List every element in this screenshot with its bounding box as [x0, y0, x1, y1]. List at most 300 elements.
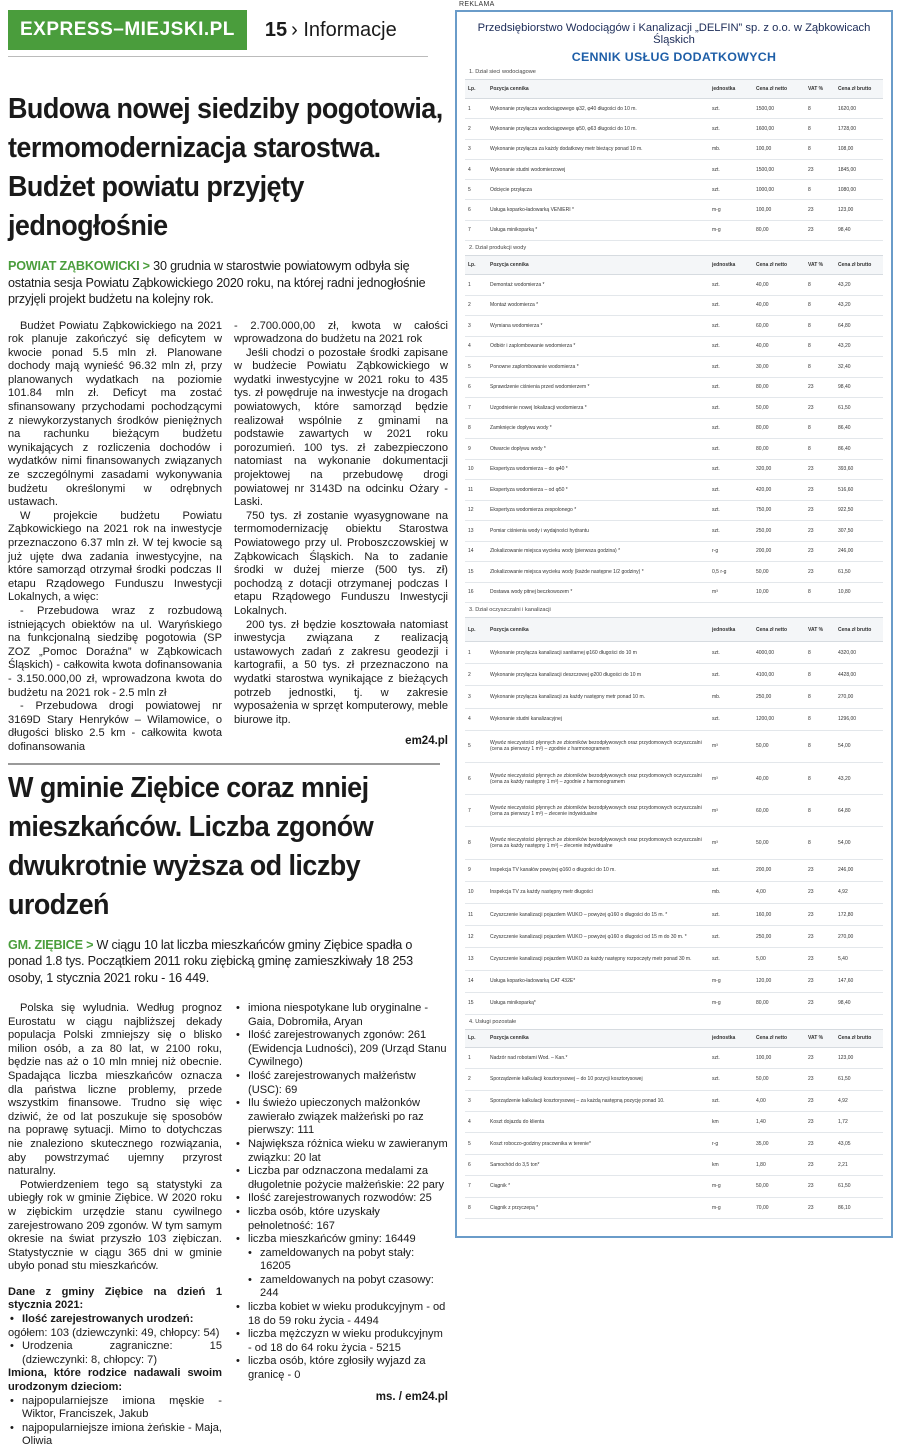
table-cell: 6 — [465, 763, 487, 795]
price-section-title: 1. Dział sieci wodociągowe — [465, 69, 883, 75]
table-cell: 23 — [805, 1047, 835, 1068]
table-cell: 13 — [465, 521, 487, 542]
stats-list — [234, 1002, 448, 1247]
table-cell: 10,00 — [753, 582, 805, 603]
table-row — [465, 180, 883, 200]
table-cell: 40,00 — [753, 336, 805, 357]
table-cell: 23 — [805, 398, 835, 419]
table-cell: 8 — [805, 439, 835, 460]
table-cell: 23 — [805, 970, 835, 992]
table-row — [465, 562, 883, 583]
table-cell: 100,00 — [753, 139, 805, 159]
table-cell: 98,40 — [835, 377, 883, 398]
table-cell: szt. — [709, 119, 753, 139]
table-cell: 8 — [805, 763, 835, 795]
table-cell: 11 — [465, 480, 487, 501]
table-cell: 8 — [805, 119, 835, 139]
table-row — [465, 480, 883, 501]
ad-title: CENNIK USŁUG DODATKOWYCH — [465, 50, 883, 64]
table-cell: Usługa koparko-ładowarką CAT 432E* — [487, 970, 709, 992]
table-cell: mb. — [709, 686, 753, 708]
table-cell: 1 — [465, 275, 487, 296]
column-header: Cena zł brutto — [835, 256, 883, 275]
table-cell: 8 — [805, 275, 835, 296]
list-item: • liczba mężczyzn w wieku produkcyjnym - od 18 do 64 roku życia - 5215 — [234, 1328, 448, 1355]
table-cell: Czyszczenie kanalizacji pojazdem WUKO – powyżej φ160 o długości do 15 m. * — [487, 903, 709, 925]
table-cell: 14 — [465, 541, 487, 562]
table-cell: 10,80 — [835, 582, 883, 603]
column-header: VAT % — [805, 80, 835, 99]
lead-text: 30 grudnia w starostwie powiatowym odbyła się ostatnia sesja Powiatu Ząbkowickiego 2020 roku, na której radni jednogłośnie przyjęli projekt budżetu na kolejny rok. — [8, 259, 425, 306]
table-row — [465, 521, 883, 542]
table-cell: 200,00 — [753, 859, 805, 881]
table-row — [465, 336, 883, 357]
table-cell: Ekspertyza wodomierza – od φ50 * — [487, 480, 709, 501]
table-cell: 23 — [805, 1154, 835, 1175]
table-cell: Wykonanie studni wodomierzowej — [487, 159, 709, 179]
table-cell: m-g — [709, 220, 753, 240]
column-header: jednostka — [709, 1029, 753, 1047]
table-cell: Ciągnik * — [487, 1176, 709, 1197]
table-cell: 23 — [805, 903, 835, 925]
table-cell: szt. — [709, 159, 753, 179]
ad-company: Przedsiębiorstwo Wodociągów i Kanalizacji „DELFIN” sp. z o.o. w Ząbkowicach Śląskich — [465, 22, 883, 46]
table-cell: mb. — [709, 139, 753, 159]
table-cell: 420,00 — [753, 480, 805, 501]
table-cell: r-g — [709, 1133, 753, 1154]
table-cell: Nadzór nad robotami Wod. – Kan.* — [487, 1047, 709, 1068]
table-cell: 270,00 — [835, 686, 883, 708]
table-row — [465, 1112, 883, 1133]
table-cell: 1 — [465, 99, 487, 119]
table-cell: 5 — [465, 730, 487, 762]
table-cell: 2 — [465, 664, 487, 686]
table-cell: 23 — [805, 541, 835, 562]
column-header: Pozycja cennika — [487, 80, 709, 99]
table-row — [465, 357, 883, 378]
table-cell: 60,00 — [753, 316, 805, 337]
table-row — [465, 418, 883, 439]
column-header: Cena zł netto — [753, 256, 805, 275]
table-cell: 8 — [805, 180, 835, 200]
table-row — [465, 903, 883, 925]
table-cell: 2 — [465, 119, 487, 139]
table-cell: 54,00 — [835, 827, 883, 859]
table-cell: 23 — [805, 562, 835, 583]
table-cell: 3 — [465, 1090, 487, 1111]
article-budget — [8, 90, 448, 755]
table-cell: szt. — [709, 926, 753, 948]
table-row — [465, 1133, 883, 1154]
table-cell: 147,60 — [835, 970, 883, 992]
table-cell: 8 — [805, 357, 835, 378]
table-cell: 7 — [465, 1176, 487, 1197]
table-cell: 9 — [465, 439, 487, 460]
column-header: jednostka — [709, 80, 753, 99]
table-cell: 8 — [805, 664, 835, 686]
column-header: VAT % — [805, 1029, 835, 1047]
table-cell: Wymiana wodomierza * — [487, 316, 709, 337]
headline-line: termomodernizacja starostwa. — [8, 129, 445, 168]
table-cell: 8 — [465, 1197, 487, 1218]
table-cell: 7 — [465, 220, 487, 240]
column-header: Cena zł brutto — [835, 80, 883, 99]
article-kicker: GM. ZIĘBICE > — [8, 938, 93, 952]
price-section-title: 3. Dział oczyszczalni i kanalizacji — [465, 607, 883, 613]
table-cell: 23 — [805, 1176, 835, 1197]
list-item: • Liczba par odznaczona medalami za długoletnie pożycie małżeńskie: 22 pary — [234, 1165, 448, 1192]
table-cell: 3 — [465, 686, 487, 708]
column-header: Pozycja cennika — [487, 618, 709, 642]
header-rule — [8, 56, 428, 57]
table-header-row — [465, 618, 883, 642]
table-row — [465, 992, 883, 1014]
table-cell: Wywóz nieczystości płynnych ze zbiorników bezodpływowych oraz przydomowych oczyszczalni (cena za pierwszy 1 m³) – zlecenie indywidualne — [487, 795, 709, 827]
table-cell: szt. — [709, 275, 753, 296]
table-cell: 1500,00 — [753, 99, 805, 119]
table-cell: km — [709, 1154, 753, 1175]
column-header: Lp. — [465, 1029, 487, 1047]
table-cell: Czyszczenie kanalizacji pojazdem WUKO – powyżej φ160 o długości od 15 m do 30 m. * — [487, 926, 709, 948]
table-cell: 750,00 — [753, 500, 805, 521]
table-cell: 1,72 — [835, 1112, 883, 1133]
table-cell: 6 — [465, 1154, 487, 1175]
table-cell: m³ — [709, 763, 753, 795]
list-item: • imiona niespotykane lub oryginalne - Gaia, Dobromiła, Aryan — [234, 1002, 448, 1029]
table-cell: 23 — [805, 159, 835, 179]
table-row — [465, 642, 883, 664]
table-cell: 922,50 — [835, 500, 883, 521]
table-cell: 4,00 — [753, 1090, 805, 1111]
paragraph: Jeśli chodzi o pozostałe środki zapisane w budżecie Powiatu Ząbkowickiego w wydatki inwestycyjne w 2021 roku to 435 tys. zł powędruje na inwestycje na drogach powiatowych, które samorząd będzie realizował wspólnie z gminami na podstawie zawartych w 2021 roku porozumień. 100 tys. zł zabezpieczono natomiast na wykonanie dokumentacji projektowej na przebudowę drogi powiatowej nr 3143D na odcinku Ożary - Laski. — [234, 347, 448, 510]
names-heading: Imiona, które rodzice nadawali swoim urodzonym dzieciom: — [8, 1367, 222, 1394]
paragraph: 750 tys. zł zostanie wyasygnowane na termomodernizację obiektu Starostwa Powiatowego przy ul. Proboszczowskiej w Ząbkowicach Śląskich. Na to zadanie środki w dużej mierze (500 tys. zł) pochodzą z dotacji otrzymanej podczas I etapu Rządowego Funduszu Inwestycji Lokalnych. — [234, 510, 448, 619]
table-row — [465, 730, 883, 762]
list-item: • liczba osób, które uzyskały pełnoletność: 167 — [234, 1206, 448, 1233]
headline-line: Budowa nowej siedziby pogotowia, — [8, 90, 445, 129]
table-cell: 1600,00 — [753, 119, 805, 139]
table-cell: 5,00 — [753, 948, 805, 970]
table-cell: Wykonanie przyłącza kanalizacji deszczowej φ200 długości do 10 m — [487, 664, 709, 686]
table-row — [465, 1090, 883, 1111]
table-cell: szt. — [709, 500, 753, 521]
table-row — [465, 881, 883, 903]
body-column-2 — [234, 1002, 448, 1449]
names-list — [8, 1395, 222, 1449]
table-cell: 1 — [465, 642, 487, 664]
column-header: Cena zł brutto — [835, 618, 883, 642]
article-body — [8, 320, 448, 755]
table-row — [465, 686, 883, 708]
masthead — [8, 10, 448, 50]
body-column-1 — [8, 320, 222, 755]
table-cell: 4 — [465, 708, 487, 730]
table-cell: 23 — [805, 1197, 835, 1218]
price-table — [465, 1029, 883, 1219]
price-sections — [465, 69, 883, 1219]
table-cell: 2 — [465, 1069, 487, 1090]
list-item: • Ilość zarejestrowanych małżeństw (USC): 69 — [234, 1070, 448, 1097]
table-cell: 50,00 — [753, 1176, 805, 1197]
table-cell: 8 — [805, 139, 835, 159]
article-kicker: POWIAT ZĄBKOWICKI > — [8, 259, 150, 273]
table-cell: 15 — [465, 992, 487, 1014]
article-divider — [8, 763, 440, 765]
table-cell: 15 — [465, 562, 487, 583]
stats-sublist — [234, 1247, 448, 1301]
table-cell: Wykonanie przyłącza za każdy dodatkowy metr bieżący ponad 10 m. — [487, 139, 709, 159]
table-cell: 14 — [465, 970, 487, 992]
brand-logo[interactable]: EXPRESS–MIEJSKI.PL — [8, 10, 247, 50]
article-headline — [8, 90, 445, 246]
table-cell: m³ — [709, 730, 753, 762]
table-cell: Wykonanie przyłącza kanalizacji sanitarnej φ160 długości do 10 m — [487, 642, 709, 664]
table-cell: szt. — [709, 459, 753, 480]
table-cell: 8 — [805, 708, 835, 730]
table-cell: Inspekcja TV kanałów powyżej φ160 o długości do 10 m. — [487, 859, 709, 881]
table-cell: 50,00 — [753, 827, 805, 859]
table-row — [465, 200, 883, 220]
table-cell: m³ — [709, 827, 753, 859]
table-cell: 100,00 — [753, 200, 805, 220]
table-cell: 0,5 r-g — [709, 562, 753, 583]
table-cell: 307,50 — [835, 521, 883, 542]
table-cell: 8 — [805, 730, 835, 762]
table-cell: Usługa minikoparką* — [487, 992, 709, 1014]
table-row — [465, 541, 883, 562]
table-cell: 23 — [805, 1069, 835, 1090]
table-cell: szt. — [709, 859, 753, 881]
table-cell: Demontaż wodomierza * — [487, 275, 709, 296]
table-cell: 246,00 — [835, 541, 883, 562]
column-header: Lp. — [465, 618, 487, 642]
table-cell: Pomiar ciśnienia wody i wydajności hydrantu — [487, 521, 709, 542]
table-cell: 23 — [805, 1112, 835, 1133]
table-header-row — [465, 80, 883, 99]
table-cell: 11 — [465, 903, 487, 925]
page-number: 15 — [265, 19, 287, 42]
table-cell: 86,40 — [835, 439, 883, 460]
table-cell: 5 — [465, 357, 487, 378]
table-cell: 43,20 — [835, 336, 883, 357]
table-row — [465, 708, 883, 730]
table-cell: 3 — [465, 316, 487, 337]
article-signature: ms. / em24.pl — [234, 1391, 448, 1405]
table-cell: 23 — [805, 881, 835, 903]
table-cell: 61,50 — [835, 562, 883, 583]
table-cell: Ciągnik z przyczepą * — [487, 1197, 709, 1218]
body-column-1 — [8, 1002, 222, 1449]
table-cell: 13 — [465, 948, 487, 970]
table-cell: 12 — [465, 926, 487, 948]
data-list — [8, 1340, 222, 1367]
table-row — [465, 295, 883, 316]
table-cell: 246,00 — [835, 859, 883, 881]
table-cell: 43,20 — [835, 763, 883, 795]
table-row — [465, 500, 883, 521]
data-list — [8, 1313, 222, 1327]
table-cell: Montaż wodomierza * — [487, 295, 709, 316]
column-header: Cena zł brutto — [835, 1029, 883, 1047]
column-header: VAT % — [805, 618, 835, 642]
table-row — [465, 859, 883, 881]
table-row — [465, 316, 883, 337]
column-header: Lp. — [465, 80, 487, 99]
table-cell: Czyszczenie kanalizacji pojazdem WUKO za każdy następny rozpoczęty metr ponad 30 m. — [487, 948, 709, 970]
table-cell: 3 — [465, 139, 487, 159]
table-cell: Odcięcie przyłącza — [487, 180, 709, 200]
table-cell: 172,80 — [835, 903, 883, 925]
table-row — [465, 1047, 883, 1068]
table-cell: 123,00 — [835, 1047, 883, 1068]
article-body — [8, 1002, 448, 1449]
table-cell: 9 — [465, 859, 487, 881]
price-table — [465, 255, 883, 603]
table-cell: 2,21 — [835, 1154, 883, 1175]
table-cell: 1296,00 — [835, 708, 883, 730]
column-header: Cena zł netto — [753, 80, 805, 99]
list-item: • liczba osób, które zgłosiły wyjazd za granicę - 0 — [234, 1355, 448, 1382]
paragraph: Potwierdzeniem tego są statystyki za ubiegły rok w gminie Ziębice. W 2020 roku w ziębickim urzędzie stanu cywilnego zarejestrowano 209 zgonów. W tym samym okresie na świat przyszło 103 ziębiczan. Statystycznie w ciągu 365 dni w gminie ubyło ponad stu mieszkańców. — [8, 1179, 222, 1274]
table-cell: szt. — [709, 377, 753, 398]
table-cell: 2 — [465, 295, 487, 316]
table-cell: 4,92 — [835, 881, 883, 903]
table-cell: 50,00 — [753, 398, 805, 419]
table-cell: 8 — [805, 686, 835, 708]
table-cell: 64,80 — [835, 316, 883, 337]
table-cell: Zlokalizowanie miejsca wycieku wody (pierwsza godzina) * — [487, 541, 709, 562]
table-cell: 4320,00 — [835, 642, 883, 664]
table-row — [465, 275, 883, 296]
list-item: • najpopularniejsze imiona męskie - Wiktor, Franciszek, Jakub — [8, 1395, 222, 1422]
section-name: › Informacje — [291, 19, 397, 42]
table-cell: 1620,00 — [835, 99, 883, 119]
table-cell: 120,00 — [753, 970, 805, 992]
price-table — [465, 617, 883, 1015]
table-row — [465, 948, 883, 970]
left-column — [8, 10, 448, 1449]
table-row — [465, 439, 883, 460]
table-row — [465, 795, 883, 827]
table-cell: 7 — [465, 398, 487, 419]
table-cell: 12 — [465, 500, 487, 521]
table-cell: Odbiór i zaplombowanie wodomierza * — [487, 336, 709, 357]
table-cell: 1500,00 — [753, 159, 805, 179]
table-cell: 1845,00 — [835, 159, 883, 179]
paragraph: - 2.700.000,00 zł, kwota w całości wprowadzona do budżetu na 2021 rok — [234, 320, 448, 347]
paragraph: - Przebudowa drogi powiatowej nr 3169D Stary Henryków – Wilamowice, o długości blisko 2.5 km - całkowita kwota dofinansowania — [8, 700, 222, 754]
table-row — [465, 827, 883, 859]
table-cell: szt. — [709, 664, 753, 686]
table-cell: 23 — [805, 500, 835, 521]
table-cell: 8 — [805, 418, 835, 439]
table-cell: szt. — [709, 180, 753, 200]
table-cell: 23 — [805, 1133, 835, 1154]
list-item: • liczba mieszkańców gminy: 16449 — [234, 1233, 448, 1247]
table-cell: 80,00 — [753, 220, 805, 240]
table-cell: 4 — [465, 1112, 487, 1133]
table-row — [465, 582, 883, 603]
table-cell: Ekspertyza wodomierza – do φ40 * — [487, 459, 709, 480]
table-cell: 5,40 — [835, 948, 883, 970]
table-cell: Usługa koparko-ładowarką VENIERI * — [487, 200, 709, 220]
table-cell: 516,60 — [835, 480, 883, 501]
table-cell: 4428,00 — [835, 664, 883, 686]
table-cell: 61,50 — [835, 1069, 883, 1090]
table-cell: Ekspertyza wodomierza zespolonego * — [487, 500, 709, 521]
table-cell: 23 — [805, 1090, 835, 1111]
table-cell: 23 — [805, 377, 835, 398]
table-cell: 8 — [805, 642, 835, 664]
table-cell: szt. — [709, 948, 753, 970]
table-cell: Samochód do 3,5 ton* — [487, 1154, 709, 1175]
table-cell: Sporządzenie kalkulacji kosztorysowej – do 10 pozycji kosztorysowej — [487, 1069, 709, 1090]
table-cell: szt. — [709, 295, 753, 316]
list-item: • Największa różnica wieku w zawieranym związku: 20 lat — [234, 1138, 448, 1165]
paragraph: Polska się wyludnia. Według prognoz Eurostatu w ciągu najbliższej dekady populacja Polski zmniejszy się o blisko milion osób, a za 80 lat, w 2100 roku, będzie nas aż o 10 mln mniej niż obecnie. Spadająca liczba mieszkańców oznacza dla państwa liczne problemy, przede wszystkim finansowe. Trudno się więc dziwić, że od lat poszukuje się sposobów na poprawę sytuacji. Mimo to dotychczas nie znaleziono skutecznego rozwiązania, aby powstrzymać ujemny przyrost naturalny. — [8, 1002, 222, 1179]
table-cell: 1,40 — [753, 1112, 805, 1133]
table-cell: 80,00 — [753, 992, 805, 1014]
table-cell: Dostawa wody pitnej beczkowozem * — [487, 582, 709, 603]
table-cell: 23 — [805, 521, 835, 542]
table-cell: 61,50 — [835, 398, 883, 419]
table-cell: 40,00 — [753, 295, 805, 316]
table-row — [465, 398, 883, 419]
column-header: Pozycja cennika — [487, 256, 709, 275]
table-cell: Zamknięcie dopływu wody * — [487, 418, 709, 439]
table-cell: Wykonanie przyłącza kanalizacji za każdy następny metr ponad 10 m. — [487, 686, 709, 708]
table-cell: 16 — [465, 582, 487, 603]
column-header: jednostka — [709, 256, 753, 275]
table-cell: 4100,00 — [753, 664, 805, 686]
table-cell: Usługa minikoparką * — [487, 220, 709, 240]
table-cell: 23 — [805, 859, 835, 881]
table-cell: 8 — [805, 582, 835, 603]
table-cell: 98,40 — [835, 220, 883, 240]
list-item: • najpopularniejsze imiona żeńskie - Maja, Oliwia — [8, 1422, 222, 1449]
table-cell: 160,00 — [753, 903, 805, 925]
list-item: • zameldowanych na pobyt czasowy: 244 — [234, 1274, 448, 1301]
table-cell: szt. — [709, 521, 753, 542]
table-cell: szt. — [709, 903, 753, 925]
table-cell: 250,00 — [753, 926, 805, 948]
table-row — [465, 1154, 883, 1175]
table-cell: 4000,00 — [753, 642, 805, 664]
table-row — [465, 139, 883, 159]
column-header: Cena zł netto — [753, 618, 805, 642]
table-row — [465, 119, 883, 139]
table-cell: 80,00 — [753, 377, 805, 398]
table-cell: 64,80 — [835, 795, 883, 827]
table-cell: 50,00 — [753, 730, 805, 762]
table-cell: 8 — [805, 795, 835, 827]
table-row — [465, 1069, 883, 1090]
headline-line: Budżet powiatu przyjęty jednogłośnie — [8, 168, 445, 246]
table-row — [465, 763, 883, 795]
list-item: • zameldowanych na pobyt stały: 16205 — [234, 1247, 448, 1274]
table-row — [465, 970, 883, 992]
table-row — [465, 220, 883, 240]
table-row — [465, 159, 883, 179]
table-cell: 32,40 — [835, 357, 883, 378]
table-cell: 1728,00 — [835, 119, 883, 139]
table-cell: Wykonanie studni kanalizacyjnej — [487, 708, 709, 730]
table-row — [465, 926, 883, 948]
list-item: • Ilość zarejestrowanych rozwodów: 25 — [234, 1192, 448, 1206]
list-item: • liczba kobiet w wieku produkcyjnym - od 18 do 59 roku życia - 4494 — [234, 1301, 448, 1328]
table-cell: szt. — [709, 418, 753, 439]
price-section-title: 4. Usługi pozostałe — [465, 1019, 883, 1025]
